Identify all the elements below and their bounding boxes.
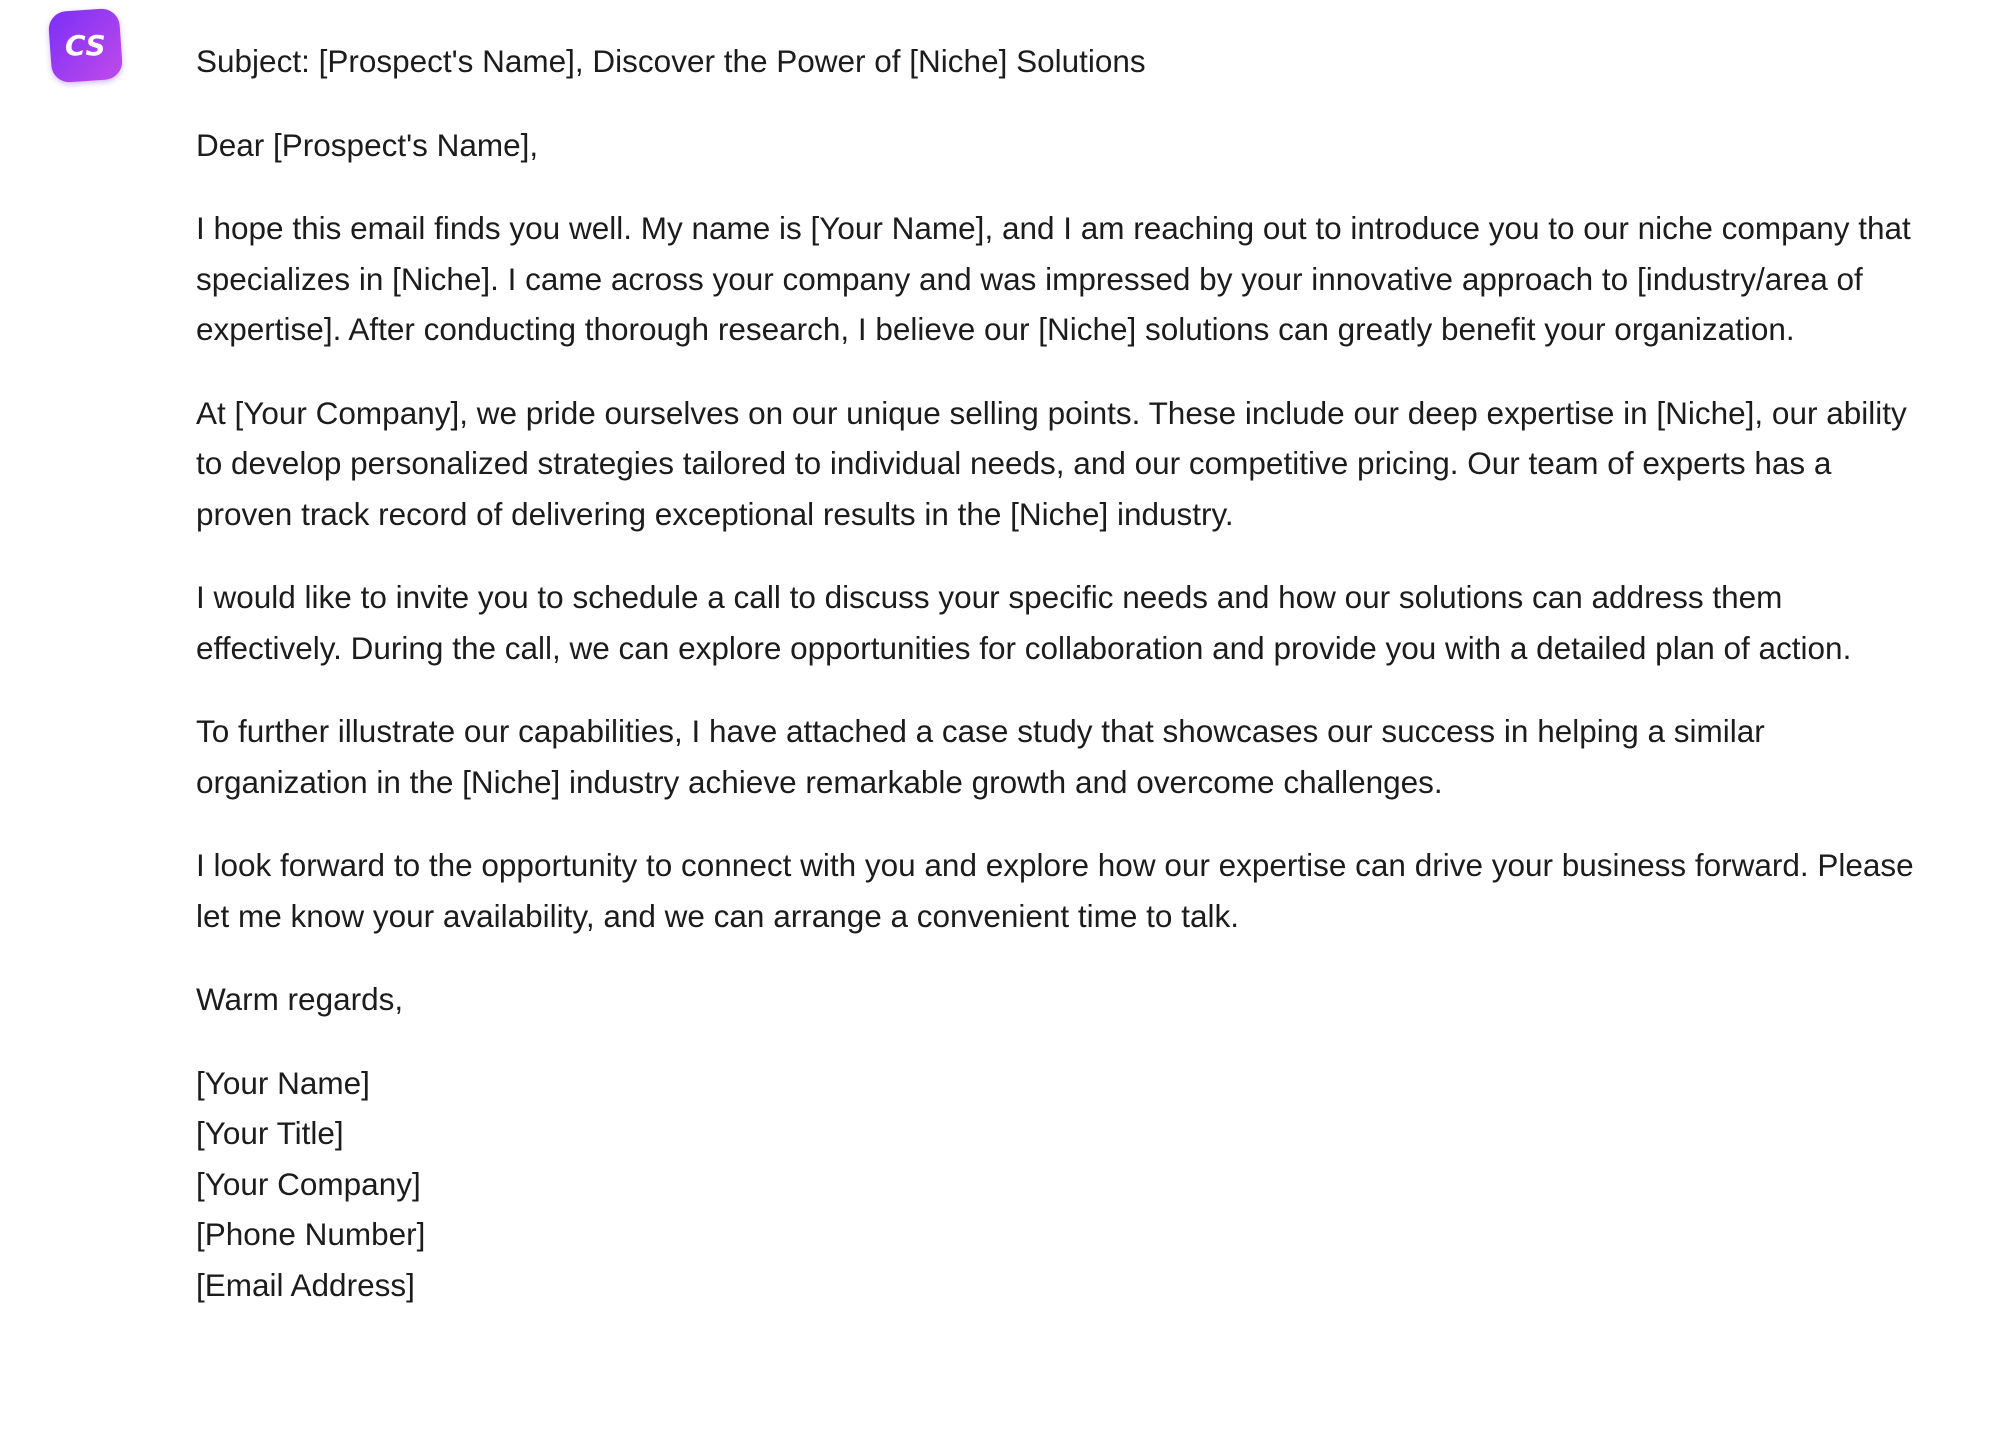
email-paragraph: I look forward to the opportunity to connect with you and explore how our expertise can drive your business forward. Please let me know your availability, and we can arrange a convenient time to talk. [196,847,1914,934]
email-message [196,36,1916,1343]
email-paragraph: At [Your Company], we pride ourselves on our unique selling points. These include our deep expertise in [Niche], our ability to develop personalized strategies tailored to individual needs, and our competitive pricing. Our team of experts has a proven track record of delivering exceptional results in the [Niche] industry. [196,394,1907,532]
signature-email: [Email Address] [196,1266,415,1303]
signature-phone: [Phone Number] [196,1216,426,1252]
email-paragraph: To further illustrate our capabilities, I have attached a case study that showcases our success in helping a similar organization in the [Niche] industry achieve remarkable growth and overcome challenges. [196,713,1765,800]
avatar-initials: CS [64,29,107,62]
signature-title: [Your Title] [196,1115,344,1151]
email-signature [196,1058,1916,1311]
email-greeting: Dear [Prospect's Name], [196,126,539,163]
email-subject: Subject: [Prospect's Name], Discover the Power of [Niche] Solutions [196,43,1146,79]
email-paragraph: I would like to invite you to schedule a call to discuss your specific needs and how our solutions can address them effectively. During the call, we can explore opportunities for collaboration and provide you with a detailed plan of action. [196,579,1852,666]
assistant-avatar [48,8,124,84]
signature-name: [Your Name] [196,1064,370,1101]
signature-company: [Your Company] [196,1165,421,1202]
email-paragraph: I hope this email finds you well. My name is [Your Name], and I am reaching out to introduce you to our niche company that specializes in [Niche]. I came across your company and was impressed by your innovative approach to [industry/area of expertise]. After conducting thorough research, I believe our [Niche] solutions can greatly benefit your organization. [196,210,1911,347]
email-closing: Warm regards, [196,981,404,1017]
